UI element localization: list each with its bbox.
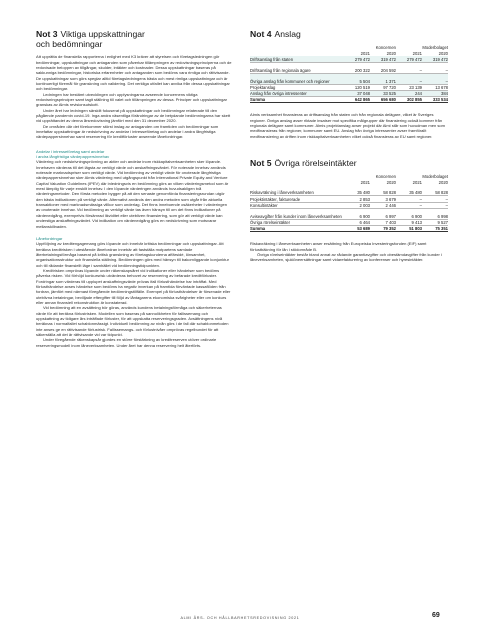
note-4-cell: 319 472 bbox=[370, 56, 396, 62]
note-5-total-cell: 51 803 bbox=[396, 225, 422, 231]
note-4-cell: 244 bbox=[396, 90, 422, 96]
note-4-row-label: Driftsanslag från regionala ägare bbox=[250, 62, 344, 73]
note-4-number: Not 4 bbox=[250, 29, 272, 39]
note-4-total-label: Summa bbox=[250, 97, 344, 103]
note-5-text-1: Riskavräkning i låneverksamheten avser ersättning från Europeiska Investeringsfonden (EIF) samt förlustbäkning för lån i stödområde B. bbox=[250, 241, 427, 252]
note-4-year-col-1: 2021 bbox=[360, 50, 370, 56]
note-5-year-col-2: 2020 bbox=[386, 179, 396, 185]
note-4-group-koncernen: Koncernen bbox=[375, 44, 396, 50]
note-5-cell: 2 446 bbox=[370, 202, 396, 208]
note-5-total-cell: 79 352 bbox=[370, 225, 396, 231]
note-4-cell: 279 472 bbox=[396, 56, 422, 62]
note-4-table bbox=[250, 44, 448, 104]
notes-4-5-column bbox=[250, 30, 448, 263]
note-5-cell: 9 527 bbox=[422, 219, 448, 225]
note-5-row-label: Projektintäkter, fakturerade bbox=[250, 196, 344, 202]
note-3-title-line2: och bedömningar bbox=[36, 38, 103, 49]
note-5-year-col-4: 2020 bbox=[438, 179, 448, 185]
note-5-group-moderbolaget: Moderbolaget bbox=[422, 173, 448, 179]
note-5-cell: 6 900 bbox=[344, 208, 370, 219]
note-4-heading bbox=[250, 30, 448, 40]
note-3-paragraph-6: Uppföljning av kreditengagemang görs löpande och innebär kritiska bedömningar och uppskattningar. Att beräkna kreditrisken i utestående lånefordran innebär att fastställa motpartens samlade återbetalningsförmåga baserat på kritisk granskning av företagskunderna affärsidé, lönsamhet, organisationsstruktur och finansiella ställning. Bedömningen görs med hänsyn till bakomliggande konjunktur och till rådande finansiellt läge i samhället vid bedömningstidpunkten. bbox=[36, 241, 230, 268]
note-3-paragraph-8: Vid bedömning att en avsättning bör göras, används kundens betalningsförmåga och säkerheternas värde för att beräkna förlustrisken. Modellen som baseras på sannolikheten för fallissemang och uppskattning av tidigare års inträffade förluster, för att uppskatta reserveringsgraden. Avsättningens nivå beräknas i normalfallet schablonmässigt. Individuell bedömning av nivån görs i de fall där schablonmetoden inte anses ge en rättvisande förlustrisk. Fallissemangs- och förlustnivåer omprövas regelbundet för att säkerställa att det är rättvisande vid var tidpunkt. bbox=[36, 305, 229, 338]
note-3-paragraph-2: Ledningen har bestämt utvecklingen och upplysningarna avseende koncernens viktiga redovisningsprinciper samt tagit ställning till valet och tillämpningen av dessa. Principer och uppskattningar granskas av Almis revisionsutskott. bbox=[36, 91, 227, 108]
note-5-cell: 35 480 bbox=[396, 185, 422, 196]
note-4-cell: 120 519 bbox=[344, 84, 370, 90]
note-4-cell: – bbox=[396, 73, 422, 84]
note-4-cell: 384 bbox=[422, 90, 448, 96]
note-5-cell: 3 679 bbox=[370, 196, 396, 202]
note-4-total-cell: 333 534 bbox=[422, 97, 448, 103]
page-number: 69 bbox=[432, 612, 440, 619]
note-4-cell: 1 371 bbox=[370, 73, 396, 84]
note-5-row-label: Riskavräkning i låneverksamheten bbox=[250, 185, 344, 196]
note-3-column bbox=[36, 30, 232, 348]
note-4-group-moderbolaget: Moderbolaget bbox=[422, 44, 448, 50]
subheading-holdings-line1: Andelar i intresseföretag samt andelar bbox=[36, 148, 105, 154]
note-5-cell: 7 403 bbox=[370, 219, 396, 225]
note-5-table bbox=[250, 173, 448, 233]
note-5-heading bbox=[250, 159, 448, 169]
note-4-title: Anslag bbox=[274, 29, 301, 39]
note-5-cell: – bbox=[422, 196, 448, 202]
note-4-cell: 279 472 bbox=[344, 56, 370, 62]
note-5-year-col-3: 2021 bbox=[412, 179, 422, 185]
note-4-cell: 97 720 bbox=[370, 84, 396, 90]
note-4-cell: 200 322 bbox=[344, 62, 370, 73]
note-5-cell: 58 828 bbox=[422, 185, 448, 196]
note-5-total-label: Summa bbox=[250, 225, 344, 231]
note-5-cell: 2 853 bbox=[344, 196, 370, 202]
note-4-row-label: Övriga anslag från kommuner och regioner bbox=[250, 73, 344, 84]
note-3-subheading-holdings bbox=[36, 149, 232, 160]
note-3-number: Not 3 bbox=[36, 29, 58, 39]
note-5-cell: 6 998 bbox=[422, 208, 448, 219]
note-4-total-cell: 656 680 bbox=[370, 97, 396, 103]
note-3-paragraph-9: Under föregående räkenskapsår gjordes en större förstärkning av kreditreserven utöver ordinarie reserveringsmodell inom låneverksamheten. Under året har denna reservering helt återförts. bbox=[36, 337, 217, 348]
note-5-cell: 6 464 bbox=[344, 219, 370, 225]
note-3-title-line1: Viktiga uppskattningar bbox=[60, 29, 145, 39]
note-4-year-col-4: 2020 bbox=[438, 50, 448, 56]
note-3-paragraph-1: Att upprätta de finansiella rapporterna i enlighet med K3 kräver att styrelsen och företagsledningen gör bedömningar, uppskattningar och antaganden som påverkar tillämpningen av redovisningsprinciperna och de redovisade beloppen av tillgångar, skulder, intäkter och kostnader. Dessa uppskattningar baseras på sakkunniga bedömningar, historiska erfarenheter och antaganden som bedöms vara rimliga och rättvisande. De uppskattningar som görs speglar alltid företagsledningens bästa och mest rimliga uppskattningar och är kontinuerligt föremål för granskning och validering. Det verkliga utfallet kan avvika från dessa uppskattningar och bedömningar. bbox=[36, 54, 232, 92]
note-4-cell: 13 678 bbox=[422, 84, 448, 90]
note-4-cell: 204 592 bbox=[370, 62, 396, 73]
note-4-total-cell: 302 855 bbox=[396, 97, 422, 103]
note-5-text-2: Övriga rörelseintäkter består bland annat av rådande garantiavgifter och obestämdavgifter från kunder i låneverksamheten, sjuklöneersättningar samt vidarefakturering av konferenser och hyresintäkter. bbox=[250, 251, 442, 263]
note-4-year-col-3: 2021 bbox=[412, 50, 422, 56]
note-4-row-label: Anslag från övriga intressenter bbox=[250, 90, 344, 96]
note-4-cell: 319 472 bbox=[422, 56, 448, 62]
note-4-cell: – bbox=[422, 73, 448, 84]
note-5-cell: 2 003 bbox=[344, 202, 370, 208]
note-5-total-cell: 75 351 bbox=[422, 225, 448, 231]
note-3-paragraph-3: Under året har ledningen särskilt fokuserat på uppskattningar och bedömningar relaterade till den pågående pandemin covid-19. Inga andra väsentliga förändringar av de betydande bedömningarna har skett vid upprättandet av denna årsredovisning jämfört med den 31 december 2020. bbox=[36, 107, 231, 124]
page-footer: ALMI ÅRS- OCH HÅLLBARHETSREDOVISNING 2021 bbox=[180, 616, 300, 620]
note-3-paragraph-7: Kreditrisken omprövas löpande under räkenskapsåret vid indikationer eller händelser som bedöms påverka risken. Vid förhöjd konkursrisk utvärderas behovet av reservering av befarade kreditförluster. Fordringar som värderas till upplupet anskaffningsvärde prövas ifall förlusthändelse har inträffat. Med förlusthändelse avses händelse som bedöms ha negativ inverkan på framtida förväntade kassaflöden från fordran, jämfört med närmast föregående bedömningstillfälle. Exempel på förlusthändelser är försenade eller uteblivna betalningar, bevilljade eftergifter till följd av låntagarens ekonomiska svårigheter eller om konkurs eller annan finansiell rekonstruktion är konstaterad. bbox=[36, 267, 231, 305]
note-5-group-koncernen: Koncernen bbox=[375, 173, 396, 179]
note-3-paragraph-4: De områden där det förekommer störst inslag av antaganden om framtiden och bedömningar som innefattar uppskattningar är nedskrivning av andelar i intresseföretag och andelar i andra långfristiga värdepappersinnehav samt reservering för kreditförluster avseende lånefordringar. bbox=[36, 123, 219, 140]
note-3-subheading-loans: Lånefordringar bbox=[36, 235, 63, 241]
note-5-year-col-1: 2021 bbox=[360, 179, 370, 185]
note-5-cell: 9 413 bbox=[396, 219, 422, 225]
note-4-cell: 37 048 bbox=[344, 90, 370, 96]
note-3-paragraph-5: Värdering och nedskrivningsprövning av aktier och andelar inom riskkapitalverksamheten sker löpande. Innehaven värderas till det lägsta av verkligt värde och anskaffningsvärdet. För noterade innehav används noterade marknadspriser som verkligt värde. Vid bedömning av verkligt värde för onoterade långfristiga värdepappersinnehav sker Almis värdering med utgångspunkt från International Private Equity and Venture Capital Valuation Guidelines (IPEV) där inledningsvis en bedömning görs av vilken värderingsmetod som är mest lämplig för varje enskilt innehav. I den löpande värderingen används huvudsakligen två värderingsmetoder. Den första metoden bygger på att den senaste genomförda finansieringsrundan utgör den bästa indikationen på verkligt värde. Alternativt används den andra metoden som utgår från aktuella transaktioner med marknadsmässiga villkor som underlag. Det finns inneboende osäkerheter i värderingen av onoterade innehav. Vid bedömning av verkligt värde tas även hänsyn till om det finns indikationer på värdenedgång, exempelvis försämrad likviditet eller utebliven finansiering, som gör att verkligt värde kan understiga anskaffningsvärdet. Vid indikation om värdenedgång görs en nedskrivning som motsvarar mellanskillnaden. bbox=[36, 159, 229, 229]
note-5-cell: – bbox=[422, 202, 448, 208]
note-5-total-cell: 53 689 bbox=[344, 225, 370, 231]
note-4-row-label: Driftsanslag från staten bbox=[250, 56, 344, 62]
note-4-cell: – bbox=[422, 62, 448, 73]
note-4-total-cell: 642 865 bbox=[344, 97, 370, 103]
note-3-heading bbox=[36, 30, 232, 49]
note-5-number: Not 5 bbox=[250, 157, 272, 168]
note-4-cell: 33 525 bbox=[370, 90, 396, 96]
note-5-title: Övriga rörelseintäkter bbox=[274, 157, 357, 168]
note-5-cell: 6 997 bbox=[370, 208, 396, 219]
note-5-cell: 58 828 bbox=[370, 185, 396, 196]
note-5-cell: – bbox=[396, 196, 422, 202]
note-5-row-label: Aviseavgifter från kunder inom låneverksamheten bbox=[250, 208, 344, 219]
note-4-cell: – bbox=[396, 62, 422, 73]
note-5-cell: – bbox=[396, 202, 422, 208]
note-5-row-label: Övriga rörelseintäkter bbox=[250, 219, 344, 225]
note-5-cell: 6 900 bbox=[396, 208, 422, 219]
note-4-cell: 23 139 bbox=[396, 84, 422, 90]
note-4-cell: 5 504 bbox=[344, 73, 370, 84]
note-4-text: Almis verksamhet finansieras av driftsanslag från staten och från regionala delägare, vilket är Sveriges regioner. Övriga anslag avser riktade insatser mot specifika målgrupper där finansiering också kommer från regionala delägare samt kommuner. Almis projektanslag avser projekt där Almi står som huvudman men som medfinansieras från regioner, kommuner samt EU. Anslag från övriga intressenter avser framförallt medfinansiering av driften inom riskkapitalverksamheten vilket också finansieras av EU samt regioner. bbox=[250, 112, 446, 139]
note-4-row-label: Projektanslag bbox=[250, 84, 344, 90]
note-5-row-label: Konsultintäkter bbox=[250, 202, 344, 208]
subheading-holdings-line2: i andra långfristiga värdepappersinnehav bbox=[36, 154, 110, 160]
note-4-year-col-2: 2020 bbox=[386, 50, 396, 56]
note-5-cell: 35 480 bbox=[344, 185, 370, 196]
